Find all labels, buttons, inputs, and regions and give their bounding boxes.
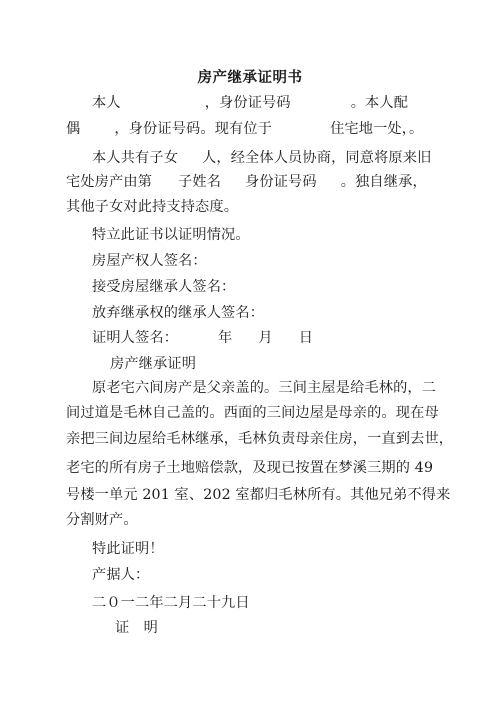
spouse-label: 偶: [66, 121, 81, 137]
line-special: 特立此证书以证明情况。: [92, 227, 250, 243]
owner-signature-label: 房屋产权人签名：: [92, 253, 207, 269]
body-line: 分割财产。: [66, 512, 138, 528]
line-spouse: [66, 121, 440, 137]
children-label: 本人共有子女: [92, 150, 179, 166]
line-support: 其他子女对此持支持态度。: [66, 199, 239, 215]
line-heir: [66, 174, 440, 190]
spouse-intro: 。本人配: [350, 95, 409, 111]
waiving-heir-signature-label: 放弃继承权的继承人签名：: [92, 305, 265, 321]
body-line: 号楼一单元 201 室、202 室都归毛林所有。其他兄弟不得来: [66, 487, 451, 503]
applicant-label: 本人: [92, 95, 121, 111]
heir-order-label: 宅处房产由第: [66, 174, 153, 190]
hereby-certify: 特此证明！: [92, 541, 164, 557]
line-witness: [92, 330, 466, 346]
body-line: 老宅的所有房子土地赔偿款，及现已按置在梦溪三期的 49: [66, 460, 434, 476]
document-title: 房产继承证明书: [197, 69, 303, 86]
heir-name-label: 子姓名: [178, 174, 222, 190]
witness-signature-label: 证明人签名：: [92, 330, 179, 346]
proof-person-label: 产据人：: [92, 567, 150, 583]
heir-id-label: 身份证号码: [245, 174, 317, 190]
proof-word: 证 明: [115, 620, 159, 636]
document-date: 二０一二年二月二十九日: [92, 595, 250, 611]
spouse-id-location: ，身份证号码。现有位于: [114, 121, 273, 137]
line-applicant: [92, 95, 466, 111]
witness-day: 日: [298, 330, 314, 346]
body-line: 原老宅六间房产是父亲盖的。三间主屋是给毛林的，二: [92, 380, 437, 396]
applicant-id-label: ，身份证号码: [204, 95, 291, 111]
section-subtitle: 房产继承证明: [110, 356, 197, 372]
sole-inherit: 。独自继承，: [340, 174, 427, 190]
consultation-text: 人，经全体人员协商，同意将原来旧: [202, 150, 432, 166]
witness-month: 月: [258, 330, 273, 346]
witness-year: 年: [218, 330, 233, 346]
line-children: [92, 150, 466, 166]
body-line: 亲把三间边屋给毛林继承，毛林负责母亲住房，一直到去世，: [66, 431, 454, 447]
accepting-heir-signature-label: 接受房屋继承人签名：: [92, 279, 236, 295]
body-line: 间过道是毛林自己盖的。西面的三间边屋是母亲的。现在母: [66, 405, 439, 421]
property-desc: 住宅地一处，。: [330, 121, 424, 137]
